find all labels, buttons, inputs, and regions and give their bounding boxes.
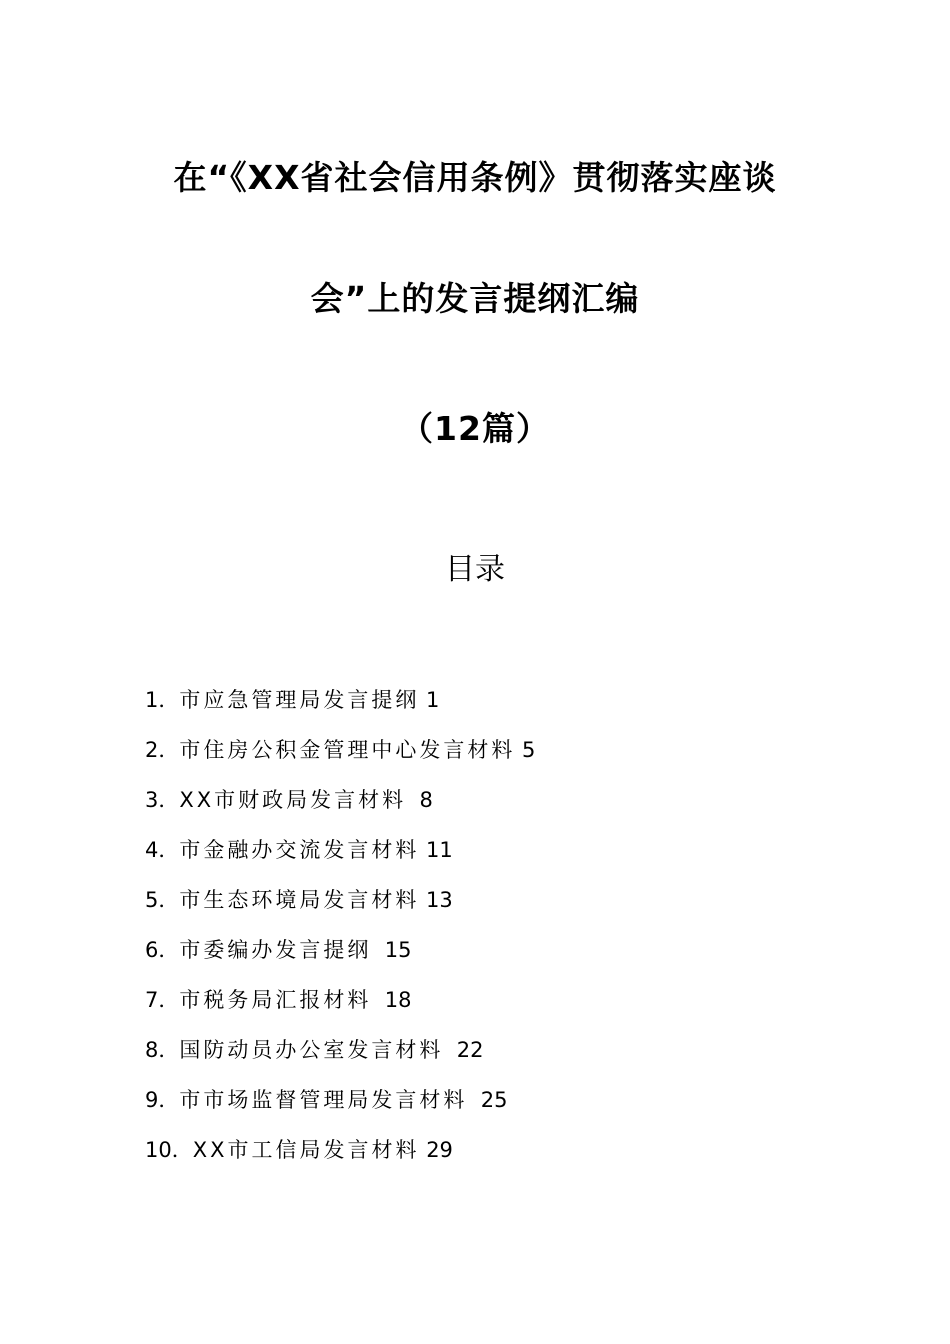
- toc-heading: 目录: [445, 552, 505, 587]
- toc-item-title: 市税务局汇报材料: [179, 988, 372, 1012]
- toc-item-page: 25: [467, 1088, 508, 1112]
- toc-item[interactable]: [145, 834, 865, 884]
- toc-item-title: XX市财政局发言材料: [179, 788, 407, 812]
- toc-item[interactable]: [145, 934, 865, 984]
- document-title-line-1: 在“《XX省社会信用条例》贯彻落实座谈: [173, 158, 777, 197]
- toc-item-number: 10．: [145, 1138, 193, 1162]
- toc-item-title: 国防动员办公室发言材料: [179, 1038, 444, 1062]
- toc-item-title: 市生态环境局发言材料: [179, 888, 420, 912]
- document-title-line-2: 会”上的发言提纲汇编: [310, 279, 640, 318]
- toc-item-page: 11: [419, 838, 453, 862]
- toc-item-page: 18: [371, 988, 412, 1012]
- toc-item-number: 2．: [145, 738, 180, 762]
- toc-item[interactable]: [145, 734, 865, 784]
- toc-item[interactable]: [145, 884, 865, 934]
- toc-item-page: 8: [406, 788, 433, 812]
- toc-item-title: 市金融办交流发言材料: [179, 838, 420, 862]
- toc-item-number: 7．: [145, 988, 180, 1012]
- toc-item-title: 市委编办发言提纲: [179, 938, 372, 962]
- toc-item-title: 市市场监督管理局发言材料: [179, 1088, 468, 1112]
- toc-item-page: 5: [515, 738, 536, 762]
- toc-item-number: 9．: [145, 1088, 180, 1112]
- toc-item-page: 22: [443, 1038, 484, 1062]
- toc-item[interactable]: [145, 1134, 865, 1184]
- toc-item-number: 4．: [145, 838, 180, 862]
- toc-item-number: 3．: [145, 788, 180, 812]
- toc-item-number: 5．: [145, 888, 180, 912]
- toc-item-number: 8．: [145, 1038, 180, 1062]
- table-of-contents: [145, 684, 865, 1184]
- toc-item-title: 市应急管理局发言提纲: [179, 688, 420, 712]
- toc-item[interactable]: [145, 1084, 865, 1134]
- toc-item-number: 6．: [145, 938, 180, 962]
- toc-item[interactable]: [145, 984, 865, 1034]
- toc-item-page: 15: [371, 938, 412, 962]
- toc-item-page: 29: [419, 1138, 453, 1162]
- toc-item[interactable]: [145, 1034, 865, 1084]
- toc-item[interactable]: [145, 784, 865, 834]
- toc-item-page: 1: [419, 688, 440, 712]
- article-count: （12篇）: [400, 409, 550, 448]
- toc-item-page: 13: [419, 888, 453, 912]
- toc-item[interactable]: [145, 684, 865, 734]
- toc-item-title: 市住房公积金管理中心发言材料: [179, 738, 516, 762]
- toc-item-title: XX市工信局发言材料: [192, 1138, 420, 1162]
- toc-item-number: 1．: [145, 688, 180, 712]
